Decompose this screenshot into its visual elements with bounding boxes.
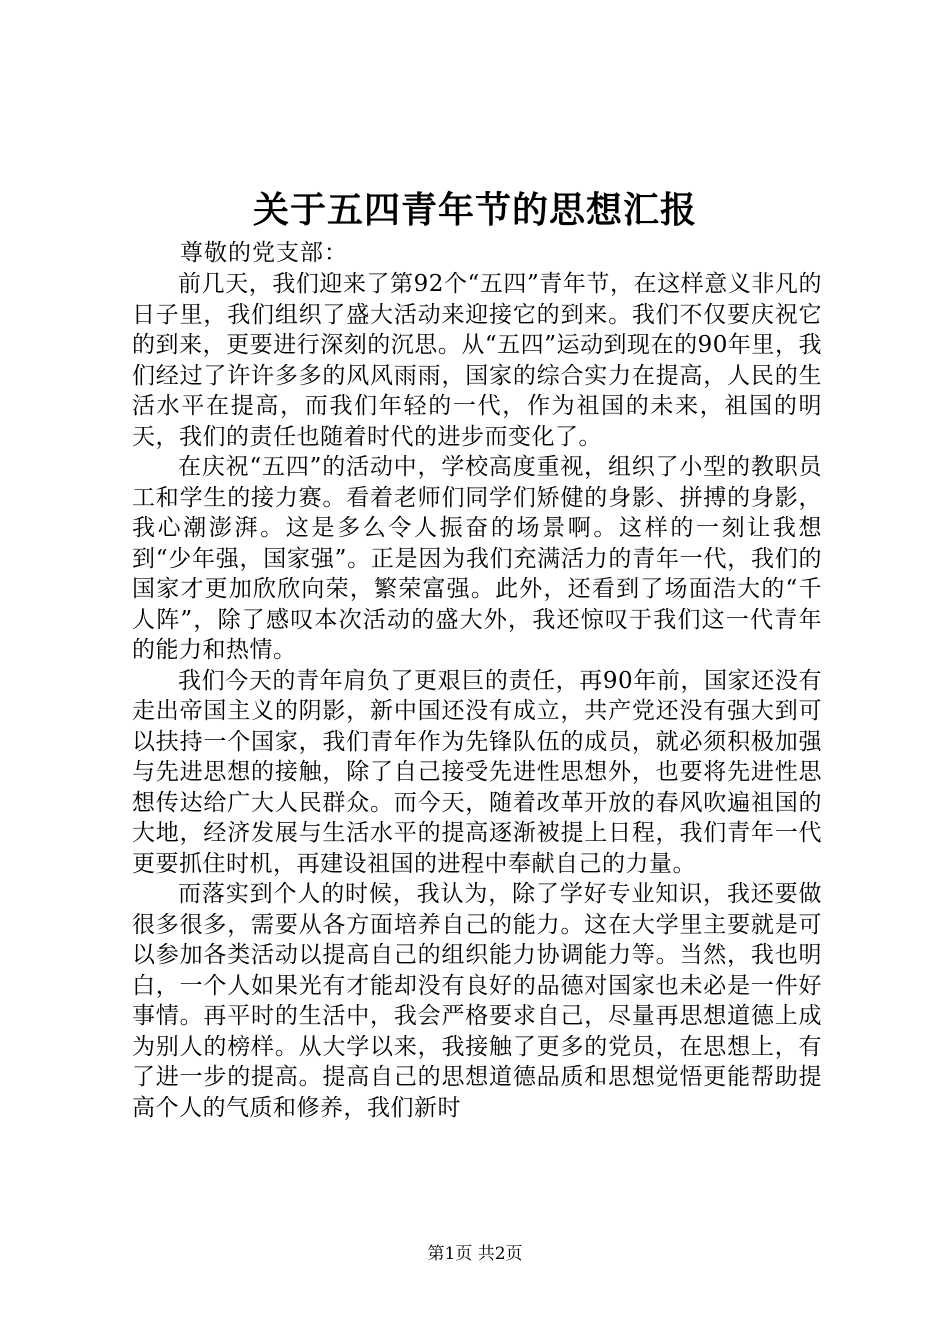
- document-body: [132, 269, 822, 1123]
- paragraph-4: 而落实到个人的时候，我认为，除了学好专业知识，我还要做很多很多，需要从各方面培养自己的能力。这在大学里主要就是可以参加各类活动以提高自己的组织能力协调能力等。当然，我也明白，一个人如果光有才能却没有良好的品德对国家也未必是一件好事情。再平时的生活中，我会严格要求自己，尽量再思想道德上成为别人的榜样。从大学以来，我接触了更多的党员，在思想上，有了进一步的提高。提高自己的思想道德品质和思想觉悟更能帮助提高个人的气质和修养，我们新时: [132, 881, 822, 1121]
- paragraph-2: 在庆祝“五四”的活动中，学校高度重视，组织了小型的教职员工和学生的接力赛。看着老师们同学们矫健的身影、拼搏的身影，我心潮澎湃。这是多么令人振奋的场景啊。这样的一刻让我想到“少年强，国家强”。正是因为我们充满活力的青年一代，我们的国家才更加欣欣向荣，繁荣富强。此外，还看到了场面浩大的“千人阵”，除了感叹本次活动的盛大外，我还惊叹于我们这一代青年的能力和热情。: [132, 454, 822, 663]
- page-number-footer: 第1页 共2页: [427, 1244, 523, 1264]
- document-title: 关于五四青年节的思想汇报: [252, 189, 697, 231]
- paragraph-1: 前几天，我们迎来了第92个“五四”青年节，在这样意义非凡的日子里，我们组织了盛大活动来迎接它的到来。我们不仅要庆祝它的到来，更要进行深刻的沉思。从“五四”运动到现在的90年里，我们经过了许许多多的风风雨雨，国家的综合实力在提高，人民的生活水平在提高，而我们年轻的一代，作为祖国的未来，祖国的明天，我们的责任也随着时代的进步而变化了。: [132, 271, 822, 450]
- salutation: 尊敬的党支部：: [180, 240, 348, 266]
- paragraph-3: 我们今天的青年肩负了更艰巨的责任，再90年前，国家还没有走出帝国主义的阴影，新中国还没有成立，共产党还没有强大到可以扶持一个国家，我们青年作为先锋队伍的成员，就必须积极加强与先进思想的接触，除了自己接受先进性思想外，也要将先进性思想传达给广大人民群众。而今天，随着改革开放的春风吹遍祖国的大地，经济发展与生活水平的提高逐渐被提上日程，我们青年一代更要抓住时机，再建设祖国的进程中奉献自己的力量。: [132, 667, 822, 877]
